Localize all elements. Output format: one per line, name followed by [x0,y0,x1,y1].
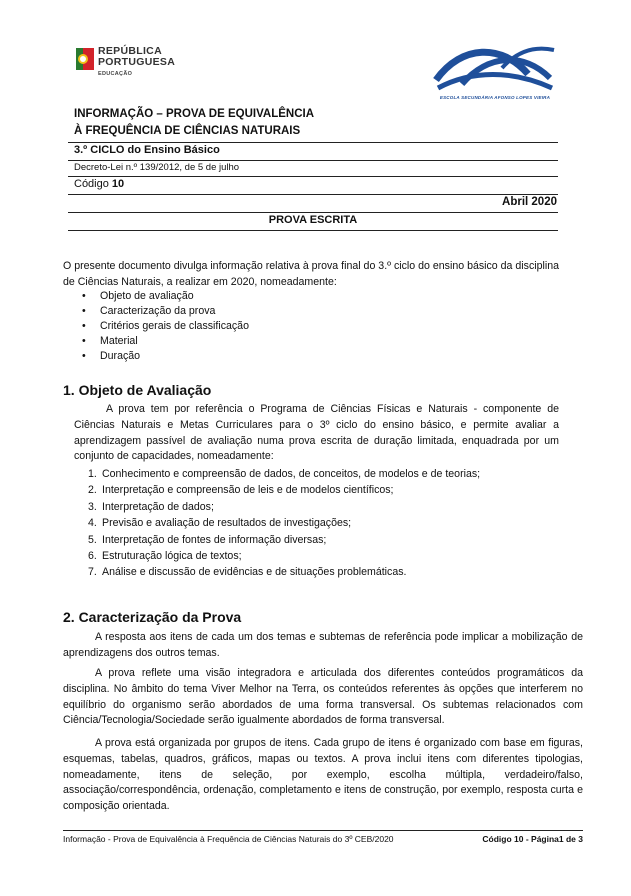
list-item: • Material [82,334,249,349]
codigo-row [74,178,124,190]
list-item: 4. Previsão e avaliação de resultados de investigações; [88,517,352,530]
school-waves-icon [432,40,558,94]
ciclo-label: 3.º CICLO do Ensino Básico [74,144,220,156]
list-item: • Caracterização da prova [82,304,249,319]
section1-paragraph: A prova tem por referência o Programa de Ciências Físicas e Naturais - componente de Ciências Naturais e Metas Curriculares para o 3º ciclo do ensino básico, e permite avaliar a aprendizagem passível de avaliação numa prova escrita de duração limitada, enquadrada por um conjunto de capacidades, nomeadamente: [74,403,559,463]
list-item: • Objeto de avaliação [82,289,249,304]
section2-paragraph-1: A resposta aos itens de cada um dos temas e subtemas de referência pode implicar a mobilização de aprendizagens dos outros temas. [63,631,583,659]
prova-type: PROVA ESCRITA [268,214,358,226]
capacidades-list [88,466,480,581]
document-date: Abril 2020 [502,196,557,208]
section-heading-caracterizacao: 2. Caracterização da Prova [63,609,242,625]
codigo-label: Código [74,178,109,190]
divider [68,160,558,161]
republica-logo-sub: EDUCAÇÃO [98,71,133,77]
list-item: 1. Conhecimento e compreensão de dados, de conceitos, de modelos e de teorias; [88,468,481,480]
section2-paragraph-2: A prova reflete uma visão integradora e articulada dos diferentes conteúdos programáticos da disciplina. No âmbito do tema Viver Melhor na Terra, os conteúdos referentes às opções que interferem no equilíbrio do organismo serão abordados de uma forma transversal. Os subtemas relacionados com Ciência/Tecnologia/Sociedade serão igualmente abordados de forma transversal. [63,667,583,727]
divider [68,176,558,177]
list-item: 2. Interpretação e compreensão de leis e de modelos científicos; [88,484,394,497]
school-logo [432,40,558,106]
decreto-label: Decreto-Lei n.º 139/2012, de 5 de julho [74,162,240,173]
footer-left: Informação - Prova de Equivalência à Frequência de Ciências Naturais do 3º CEB/2020 [63,834,394,844]
republica-portuguesa-logo [76,46,186,82]
codigo-value: 10 [111,178,125,190]
document-title: INFORMAÇÃO – PROVA DE EQUIVALÊNCIA À FREQUÊNCIA DE CIÊNCIAS NATURAIS [74,108,315,137]
portugal-emblem-icon [76,48,94,70]
intro-paragraph: O presente documento divulga informação relativa à prova final do 3.º ciclo do ensino básico da disciplina de Ciências Naturais, a realizar em 2020, nomeadamente: [63,260,559,288]
intro-list [82,289,249,364]
section-heading-objeto: 1. Objeto de Avaliação [63,382,212,398]
divider [68,230,558,231]
list-item: 6. Estruturação lógica de textos; [88,550,242,563]
footer-divider [63,830,583,831]
list-item: 5. Interpretação de fontes de informação diversas; [88,533,327,546]
divider [68,194,558,195]
list-item: 7. Análise e discussão de evidências e de situações problemáticas. [88,566,407,579]
school-name: ESCOLA SECUNDÁRIA AFONSO LOPES VIEIRA [439,95,551,100]
republica-logo-text: REPÚBLICA PORTUGUESA [98,45,176,68]
list-item: • Duração [82,349,249,364]
divider [68,142,558,143]
list-item: 3. Interpretação de dados; [88,500,214,513]
footer-page-number: Código 10 - Página1 de 3 [482,834,583,844]
section2-paragraph-3: A prova está organizada por grupos de itens. Cada grupo de itens é organizado com base em figuras, esquemas, tabelas, quadros, gráficos, mapas ou textos. A prova inclui itens com diferentes tipologias, nomeadamente, itens de seleção, por exemplo, escolha múltipla, verdadeiro/falso, associação/correspondência, ordenação, completamento e itens de construção, por exemplo, resposta curta e composição orientada. [63,737,583,813]
divider [68,212,558,213]
list-item: • Critérios gerais de classificação [82,319,249,334]
